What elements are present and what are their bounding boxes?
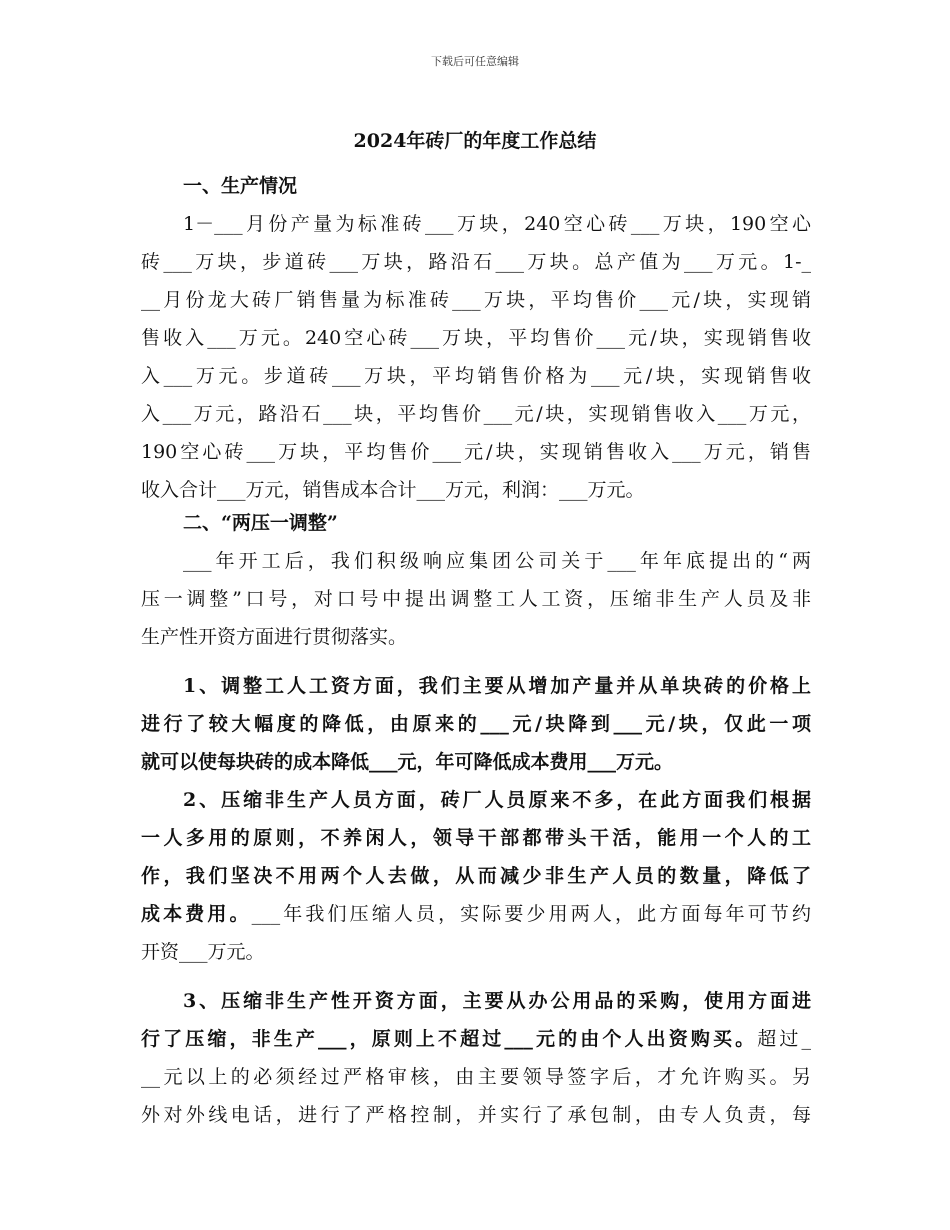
item3-mixed-line xyxy=(141,1021,811,1057)
paragraph-line: 压一调整”口号，对口号中提出调整工人工资，压缩非生产人员及非 xyxy=(141,588,811,610)
item2-mixed-line xyxy=(141,896,811,932)
paragraph-line: 入___万元，路沿石___块，平均售价___元/块，实现销售收入___万元， xyxy=(141,403,811,425)
paragraph-line: 砖___万块，步道砖___万块，路沿石___万块。总产值为___万元。1-_ xyxy=(141,251,811,273)
paragraph-line: 开资___万元。 xyxy=(141,941,265,963)
paragraph-line: 入___万元。步道砖___万块，平均销售价格为___元/块，实现销售收 xyxy=(141,365,811,387)
normal-phrase: 超过_ xyxy=(757,1028,811,1050)
bold-phrase: 行了压缩，非生产___，原则上不超过___元的由个人出资购买。 xyxy=(141,1028,758,1050)
paragraph-line: 外对外线电话，进行了严格控制，并实行了承包制，由专人负责，每 xyxy=(141,1104,811,1126)
paragraph-line: 售收入___万元。240空心砖___万块，平均售价___元/块，实现销售收 xyxy=(141,327,811,349)
paragraph-line: ___年开工后，我们积级响应集团公司关于___年年底提出的“两 xyxy=(183,550,811,572)
paragraph-line: 收入合计___万元，销售成本合计___万元，利润：___万元。 xyxy=(141,479,645,501)
paragraph-line: __元以上的必须经过严格审核，由主要领导签字后，才允许购买。另 xyxy=(141,1066,811,1088)
item3-line: 3、压缩非生产性开资方面，主要从办公用品的采购，使用方面进 xyxy=(183,990,811,1012)
item1-line: 进行了较大幅度的降低，由原来的___元/块降到___元/块，仅此一项 xyxy=(141,713,811,735)
bold-phrase: 成本费用。 xyxy=(141,903,252,925)
section2-heading: 二、“两压一调整” xyxy=(183,512,338,534)
paragraph-line: 190空心砖___万块，平均售价___元/块，实现销售收入___万元，销售 xyxy=(141,441,811,463)
page-header-note: 下载后可任意编辑 xyxy=(431,55,519,68)
item2-line: 2、压缩非生产人员方面，砖厂人员原来不多，在此方面我们根据 xyxy=(183,789,811,811)
paragraph-line: __月份龙大砖厂销售量为标准砖___万块，平均售价___元/块，实现销 xyxy=(141,289,811,311)
paragraph-line: 1－___月份产量为标准砖___万块，240空心砖___万块，190空心 xyxy=(183,213,811,235)
item1-line: 就可以使每块砖的成本降低___元，年可降低成本费用___万元。 xyxy=(141,751,674,773)
normal-phrase: ___年我们压缩人员，实际要少用两人，此方面每年可节约 xyxy=(251,903,811,925)
item1-line: 1、调整工人工资方面，我们主要从增加产量并从单块砖的价格上 xyxy=(183,675,811,697)
paragraph-line: 生产性开资方面进行贯彻落实。 xyxy=(141,626,408,648)
section1-heading: 一、生产情况 xyxy=(183,175,298,197)
item2-line: 一人多用的原则，不养闲人，领导干部都带头干活，能用一个人的工 xyxy=(141,827,811,849)
document-title: 2024年砖厂的年度工作总结 xyxy=(353,130,597,152)
item2-line: 作，我们坚决不用两个人去做，从而减少非生产人员的数量，降低了 xyxy=(141,865,811,887)
